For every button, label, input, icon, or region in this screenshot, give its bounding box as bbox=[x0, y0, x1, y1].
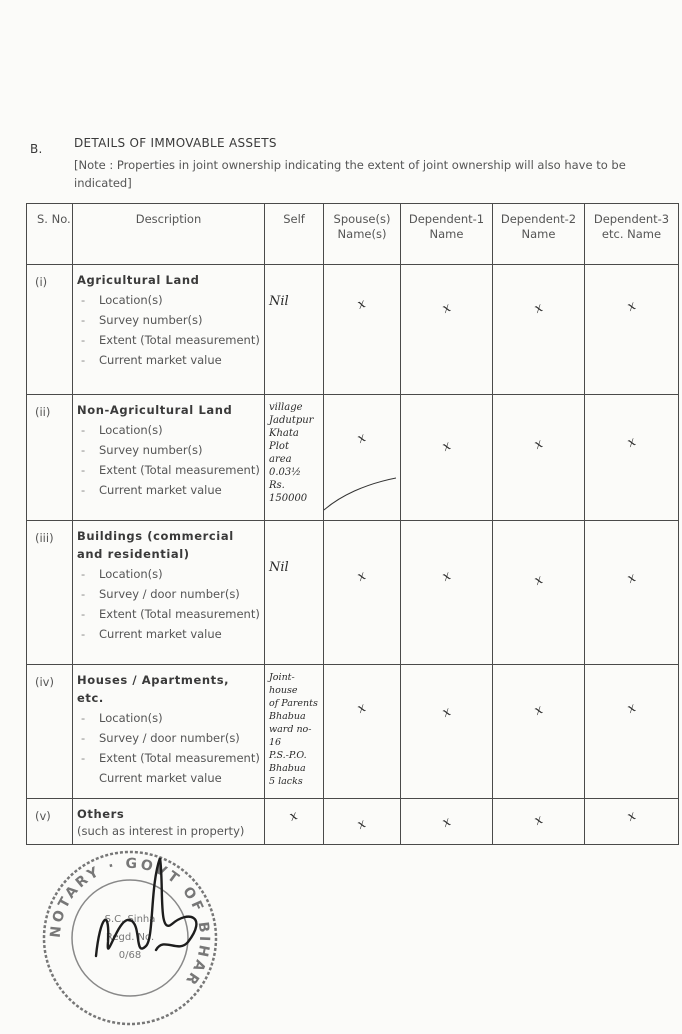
row-subnote: (such as interest in property) bbox=[77, 824, 245, 838]
row-category: Houses / Apartments, etc. bbox=[77, 673, 230, 705]
table-row bbox=[27, 665, 679, 799]
row-subitem: - Survey / door number(s) bbox=[81, 731, 240, 745]
svg-text:NOTARY · GOVT OF BIHAR: NOTARY · GOVT OF BIHAR bbox=[47, 855, 213, 990]
row-subitem: - Location(s) bbox=[81, 423, 163, 437]
row-subitem: - Survey / door number(s) bbox=[81, 587, 240, 601]
table-header-row bbox=[27, 204, 679, 265]
table-row bbox=[27, 799, 679, 845]
row-number: (iv) bbox=[27, 665, 73, 799]
section-title: DETAILS OF IMMOVABLE ASSETS bbox=[74, 136, 277, 150]
dependent-1-mark: x bbox=[401, 665, 493, 799]
svg-text:Regd. No.: Regd. No. bbox=[105, 932, 155, 943]
row-category: Buildings (commercial and residential) bbox=[77, 529, 234, 561]
svg-text:S.C. Sinha: S.C. Sinha bbox=[104, 914, 156, 925]
row-subitem: - Extent (Total measurement) bbox=[81, 751, 260, 765]
row-subitem: Current market value bbox=[99, 771, 222, 785]
dependent-2-mark: x bbox=[493, 799, 585, 845]
dependent-2-mark: x bbox=[493, 265, 585, 395]
dependent-3-mark: x bbox=[585, 395, 679, 521]
dependent-1-mark: x bbox=[401, 521, 493, 665]
dependent-2-mark: x bbox=[493, 521, 585, 665]
pen-stroke bbox=[320, 476, 400, 516]
table-row bbox=[27, 265, 679, 395]
header-spouse: Spouse(s) Name(s) bbox=[324, 204, 401, 265]
row-subitem: - Survey number(s) bbox=[81, 313, 203, 327]
row-description bbox=[73, 395, 265, 521]
header-dependent-3: Dependent-3 etc. Name bbox=[585, 204, 679, 265]
row-category: Others bbox=[77, 807, 125, 821]
header-dependent-2: Dependent-2 Name bbox=[493, 204, 585, 265]
self-value: village Jadutpur Khata Plot area 0.03½ Rs. 150000 bbox=[265, 395, 324, 521]
self-value: Nil bbox=[265, 521, 324, 665]
dependent-1-mark: x bbox=[401, 395, 493, 521]
header-self: Self bbox=[265, 204, 324, 265]
svg-text:0/68: 0/68 bbox=[118, 950, 142, 961]
spouse-mark: x bbox=[324, 395, 401, 521]
immovable-assets-table bbox=[26, 203, 679, 845]
row-description bbox=[73, 521, 265, 665]
row-number: (iii) bbox=[27, 521, 73, 665]
dependent-3-mark: x bbox=[585, 665, 679, 799]
dependent-3-mark: x bbox=[585, 799, 679, 845]
row-description bbox=[73, 665, 265, 799]
row-number: (i) bbox=[27, 265, 73, 395]
dependent-1-mark: x bbox=[401, 799, 493, 845]
row-description bbox=[73, 799, 265, 845]
section-note: [Note : Properties in joint ownership indicating the extent of joint ownership will also have to be indicated] bbox=[74, 158, 626, 190]
section-letter: B. bbox=[30, 142, 43, 156]
row-number: (v) bbox=[27, 799, 73, 845]
row-subitem: - Location(s) bbox=[81, 711, 163, 725]
dependent-3-mark: x bbox=[585, 265, 679, 395]
dependent-2-mark: x bbox=[493, 395, 585, 521]
row-number: (ii) bbox=[27, 395, 73, 521]
spouse-mark: x bbox=[324, 665, 401, 799]
row-subitem: - Extent (Total measurement) bbox=[81, 463, 260, 477]
header-dependent-1: Dependent-1 Name bbox=[401, 204, 493, 265]
spouse-mark: x bbox=[324, 799, 401, 845]
row-subitem: - Current market value bbox=[81, 627, 222, 641]
dependent-3-mark: x bbox=[585, 521, 679, 665]
dependent-2-mark: x bbox=[493, 665, 585, 799]
row-subitem: - Location(s) bbox=[81, 293, 163, 307]
row-description bbox=[73, 265, 265, 395]
row-category: Non-Agricultural Land bbox=[77, 403, 233, 417]
row-subitem: - Extent (Total measurement) bbox=[81, 607, 260, 621]
spouse-mark: x bbox=[324, 521, 401, 665]
header-description: Description bbox=[73, 204, 265, 265]
row-subitem: - Current market value bbox=[81, 483, 222, 497]
dependent-1-mark: x bbox=[401, 265, 493, 395]
row-category: Agricultural Land bbox=[77, 273, 200, 287]
table-row bbox=[27, 521, 679, 665]
self-value: Nil bbox=[265, 265, 324, 395]
header-sno: S. No. bbox=[27, 204, 73, 265]
self-value: Joint- house of Parents Bhabua ward no-16 P.S.-P.O. Bhabua 5 lacks bbox=[265, 665, 324, 799]
spouse-mark: x bbox=[324, 265, 401, 395]
row-subitem: - Current market value bbox=[81, 353, 222, 367]
self-value: x bbox=[265, 799, 324, 845]
row-subitem: - Extent (Total measurement) bbox=[81, 333, 260, 347]
notary-seal bbox=[38, 846, 223, 1031]
row-subitem: - Location(s) bbox=[81, 567, 163, 581]
row-subitem: - Survey number(s) bbox=[81, 443, 203, 457]
